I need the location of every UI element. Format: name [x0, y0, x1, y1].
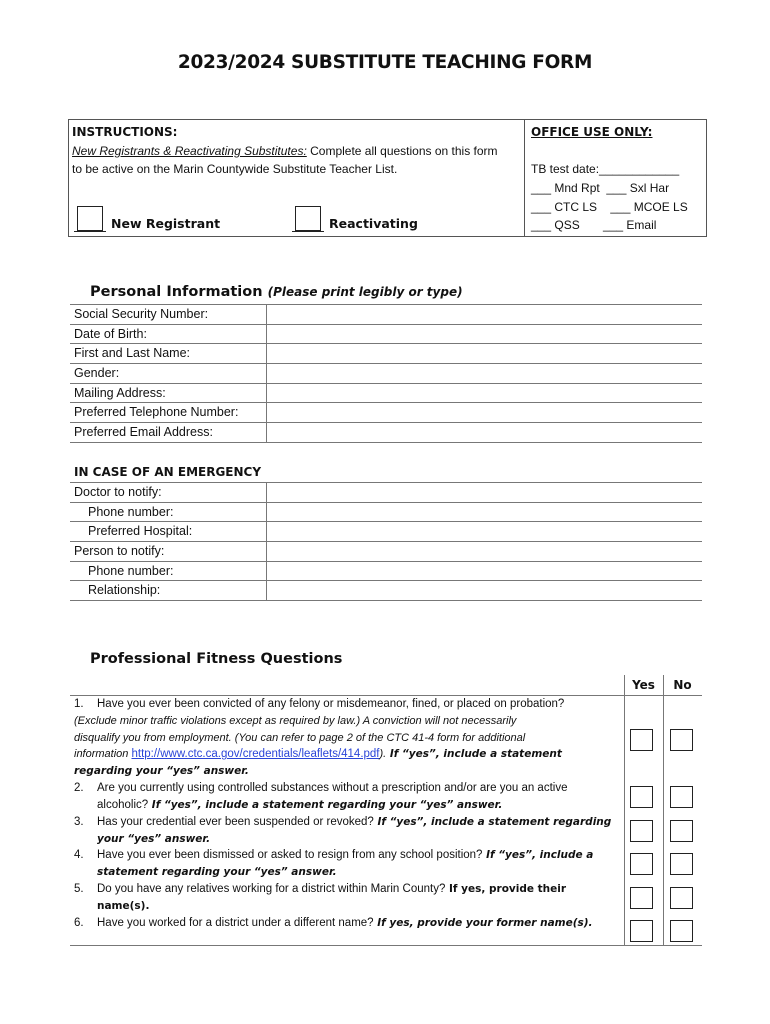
- relationship-input[interactable]: [266, 581, 702, 600]
- q5-no-checkbox[interactable]: [670, 887, 693, 909]
- emergency-heading: IN CASE OF AN EMERGENCY: [74, 465, 262, 479]
- question-4: [74, 847, 614, 881]
- question-instruction: name(s).: [97, 899, 150, 912]
- field-label: Preferred Telephone Number:: [74, 405, 239, 420]
- question-instruction: If “yes”, include a statement regarding your “yes” answer.: [148, 798, 503, 811]
- field-label: Person to notify:: [74, 544, 165, 559]
- question-instruction: If yes, provide their: [445, 883, 567, 895]
- question-number: 1.: [74, 698, 84, 710]
- yes-column-header: Yes: [632, 678, 655, 692]
- office-line: ___ QSS ___ Email: [531, 218, 657, 232]
- ctc-leaflet-link[interactable]: http://www.ctc.ca.gov/credentials/leaflets/414.pdf: [131, 748, 380, 761]
- hospital-input[interactable]: [266, 522, 702, 541]
- q5-yes-checkbox[interactable]: [630, 887, 653, 909]
- doctor-input[interactable]: [266, 483, 702, 502]
- field-label: Social Security Number:: [74, 307, 209, 321]
- q1-yes-checkbox[interactable]: [630, 729, 653, 751]
- personal-info-table: [70, 304, 702, 443]
- question-instruction: statement regarding your “yes” answer.: [97, 865, 337, 878]
- instructions-heading: INSTRUCTIONS:: [72, 125, 178, 139]
- question-text: Have you worked for a district under a different name?: [97, 917, 374, 929]
- q1-no-checkbox[interactable]: [670, 729, 693, 751]
- telephone-input[interactable]: [266, 403, 702, 422]
- fitness-table: [70, 675, 702, 946]
- ssn-input[interactable]: [266, 305, 702, 324]
- question-2: [74, 780, 614, 814]
- question-text: alcoholic?: [97, 798, 149, 811]
- q4-no-checkbox[interactable]: [670, 853, 693, 875]
- contact-person-input[interactable]: [266, 542, 702, 561]
- gender-input[interactable]: [266, 364, 702, 383]
- table-row: [70, 325, 702, 345]
- contact-phone-input[interactable]: [266, 562, 702, 581]
- question-number: 2.: [74, 782, 84, 794]
- question-number: 3.: [74, 816, 84, 828]
- q2-no-checkbox[interactable]: [670, 786, 693, 808]
- reactivating-checkbox[interactable]: [295, 206, 321, 231]
- table-row: [70, 364, 702, 384]
- question-instruction: your “yes” answer.: [97, 832, 211, 845]
- table-row: [70, 423, 702, 443]
- question-1: [74, 696, 614, 780]
- table-row: [70, 483, 702, 503]
- table-row: [70, 581, 702, 601]
- name-input[interactable]: [266, 344, 702, 363]
- reactivating-label: Reactivating: [329, 216, 418, 231]
- no-column-header: No: [673, 678, 692, 692]
- q4-yes-checkbox[interactable]: [630, 853, 653, 875]
- q2-yes-checkbox[interactable]: [630, 786, 653, 808]
- question-text: Have you ever been convicted of any felony or misdemeanor, fined, or placed on probation?: [97, 698, 565, 710]
- instructions-text-1: Complete all questions on this form: [306, 144, 498, 158]
- question-text: Do you have any relatives working for a district within Marin County?: [97, 883, 446, 895]
- question-text: Has your credential ever been suspended or revoked?: [97, 816, 374, 828]
- doctor-phone-input[interactable]: [266, 503, 702, 522]
- question-number: 4.: [74, 849, 84, 861]
- field-label: Preferred Hospital:: [88, 524, 193, 539]
- table-row: [70, 542, 702, 562]
- question-number: 6.: [74, 917, 84, 929]
- office-line: ___ Mnd Rpt ___ Sxl Har: [531, 181, 670, 195]
- q6-no-checkbox[interactable]: [670, 920, 693, 942]
- office-use-panel: [529, 120, 707, 236]
- q6-yes-checkbox[interactable]: [630, 920, 653, 942]
- new-registrant-checkbox[interactable]: [77, 206, 103, 231]
- emergency-table: [70, 482, 702, 601]
- instructions-lead: New Registrants & Reactivating Substitutes:: [72, 144, 307, 158]
- question-instruction: regarding your “yes” answer.: [74, 765, 249, 778]
- fitness-heading: Professional Fitness Questions: [90, 651, 343, 667]
- table-row: [70, 522, 702, 542]
- q3-yes-checkbox[interactable]: [630, 820, 653, 842]
- column-divider: [663, 675, 664, 945]
- office-use-heading: OFFICE USE ONLY:: [531, 125, 653, 139]
- column-divider: [624, 675, 625, 945]
- mailing-address-input[interactable]: [266, 384, 702, 403]
- table-row: [70, 344, 702, 364]
- office-line: ___ CTC LS ___ MCOE LS: [531, 200, 688, 214]
- field-label: Mailing Address:: [74, 385, 166, 400]
- instructions-box: [68, 119, 707, 237]
- instructions-text: [72, 142, 524, 178]
- question-instruction: If “yes”, include a statement: [386, 748, 562, 761]
- question-instruction: If “yes”, include a statement regarding: [373, 816, 612, 828]
- table-row: [70, 562, 702, 582]
- table-row: [70, 305, 702, 325]
- question-text: Are you currently using controlled substances without a prescription and/or are you an active: [97, 782, 568, 794]
- instructions-panel: [69, 120, 525, 236]
- reactivating-option[interactable]: [295, 206, 418, 231]
- field-label: Doctor to notify:: [74, 485, 162, 499]
- question-note: information: [74, 748, 132, 761]
- question-instruction: If yes, provide your former name(s).: [373, 917, 593, 929]
- office-line: TB test date:____________: [531, 162, 680, 176]
- question-note: (Exclude minor traffic violations except as required by law.) A conviction will not necessarily: [74, 714, 517, 727]
- personal-info-note: (Please print legibly or type): [267, 285, 463, 299]
- form-title: 2023/2024 SUBSTITUTE TEACHING FORM: [177, 52, 593, 73]
- table-row: [70, 503, 702, 523]
- instructions-text-2: to be active on the Marin Countywide Substitute Teacher List.: [72, 162, 398, 176]
- personal-info-heading: [90, 284, 463, 300]
- question-instruction: If “yes”, include a: [482, 849, 594, 861]
- field-label: Phone number:: [88, 504, 174, 519]
- field-label: Phone number:: [88, 563, 174, 578]
- new-registrant-label: New Registrant: [111, 216, 221, 231]
- new-registrant-option[interactable]: [77, 206, 220, 231]
- field-label: Relationship:: [88, 583, 161, 598]
- question-6: [74, 915, 614, 932]
- question-5: [74, 881, 614, 915]
- question-note: disqualify you from employment. (You can refer to page 2 of the CTC 41-4 form for additional: [74, 731, 526, 744]
- field-label: Date of Birth:: [74, 326, 147, 341]
- question-3: [74, 814, 614, 848]
- field-label: First and Last Name:: [74, 346, 191, 361]
- table-row: [70, 403, 702, 423]
- table-row: [70, 384, 702, 404]
- question-text: Have you ever been dismissed or asked to resign from any school position?: [97, 849, 483, 861]
- personal-info-title: Personal Information: [90, 284, 263, 300]
- question-number: 5.: [74, 883, 84, 895]
- q3-no-checkbox[interactable]: [670, 820, 693, 842]
- question-note: ).: [379, 748, 387, 761]
- email-input[interactable]: [266, 423, 702, 442]
- field-label: Gender:: [74, 366, 120, 381]
- dob-input[interactable]: [266, 325, 702, 344]
- field-label: Preferred Email Address:: [74, 425, 213, 440]
